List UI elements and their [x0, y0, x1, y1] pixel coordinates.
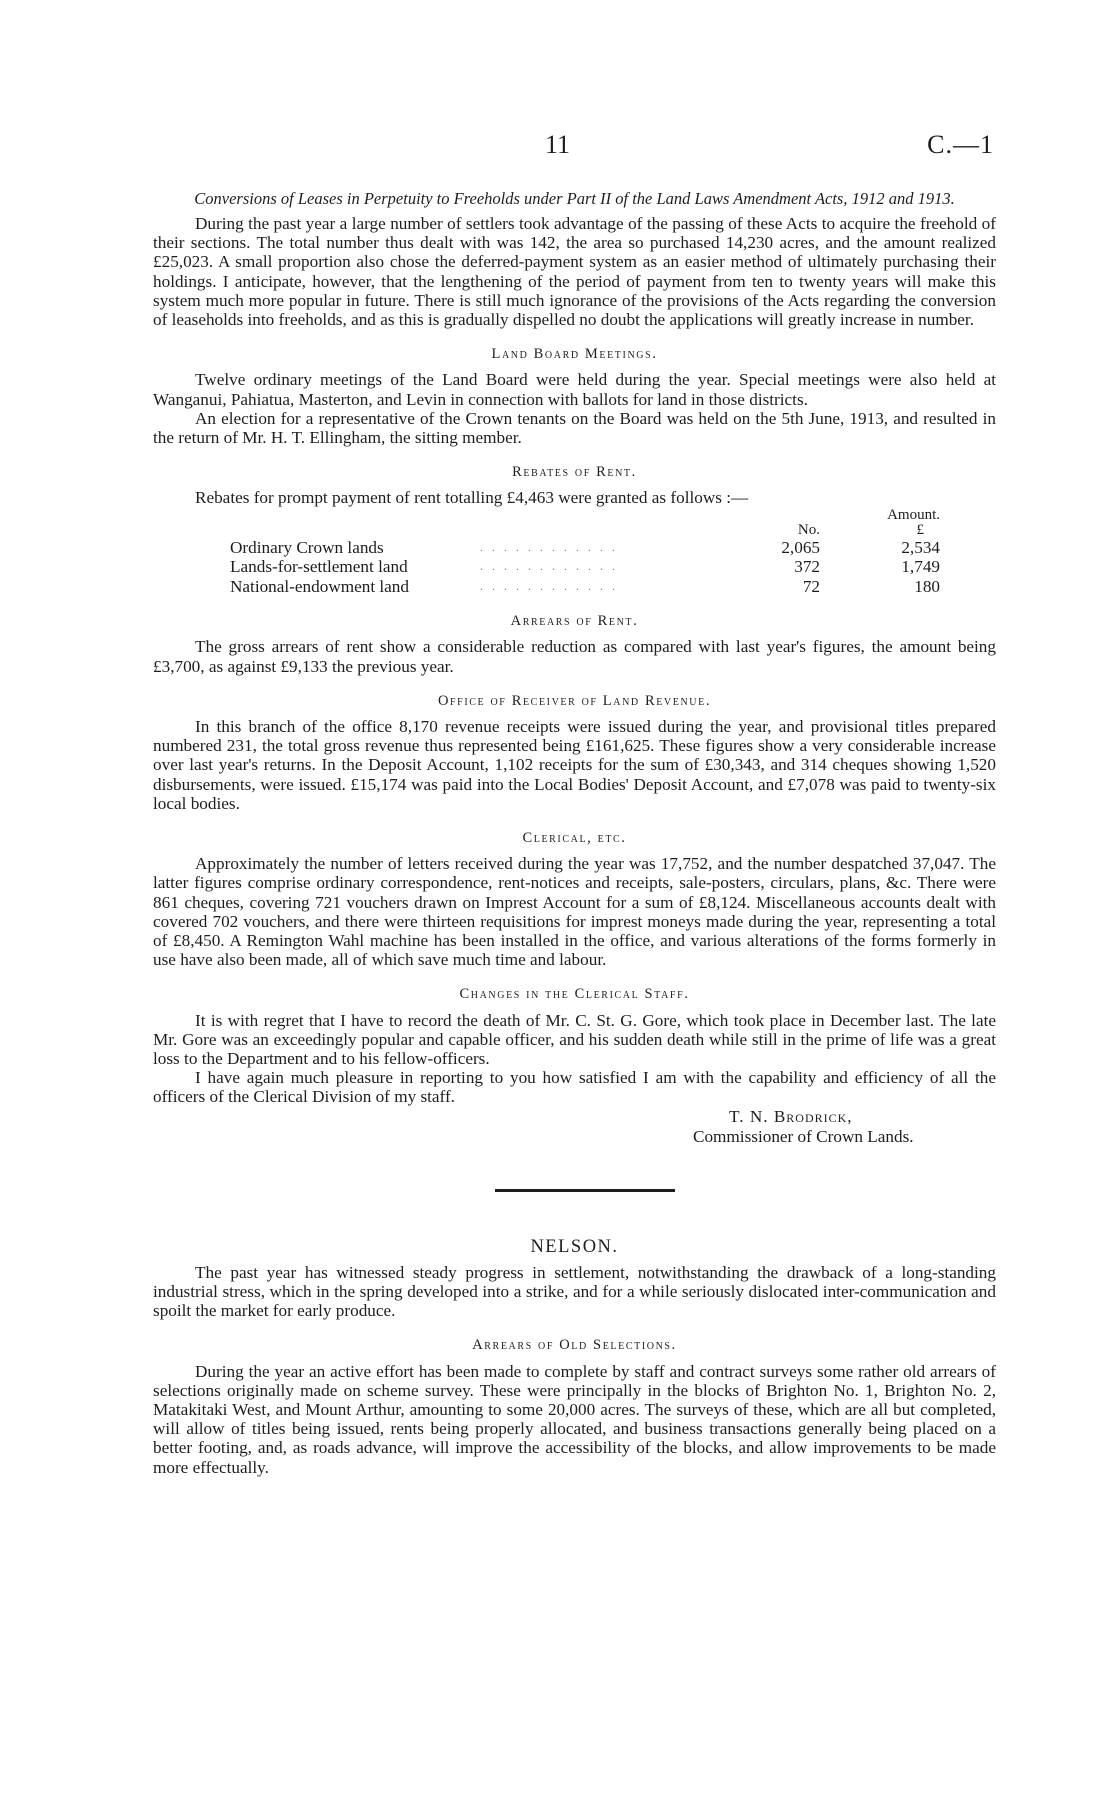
rebates-intro: Rebates for prompt payment of rent totalling £4,463 were granted as follows :— [195, 488, 749, 508]
rebate-row-name: Ordinary Crown lands [230, 537, 384, 557]
land-board-paragraph-2: An election for a representative of the Crown tenants on the Board was held on the 5th June, 1913, and resulted in the return of Mr. H. T. Ellingham, the sitting member. [153, 408, 996, 448]
arrears-title: Arrears of Rent. [510, 613, 639, 630]
signature-block [693, 1107, 996, 1147]
rebate-row-no: 372 [794, 557, 820, 577]
arrears-paragraph: The gross arrears of rent show a considerable reduction as compared with last year's figures, the amount being £3,700, as against £9,133 the previous year. [153, 637, 996, 676]
rebate-row-amount: 1,749 [901, 557, 940, 577]
rebate-row-no: 72 [802, 576, 820, 596]
rebate-row-no: 2,065 [781, 537, 820, 557]
clerical-title: Clerical, etc. [522, 829, 627, 846]
land-board-title: Land Board Meetings. [491, 346, 658, 363]
rebate-row-amount: 2,534 [901, 537, 940, 557]
rebate-row-amount: 180 [914, 576, 940, 596]
rebates-title: Rebates of Rent. [512, 464, 637, 481]
rebates-table-header [230, 508, 940, 538]
page-number: 11 [545, 130, 571, 159]
rebate-row-name: Lands-for-settlement land [230, 557, 408, 577]
table-row [230, 538, 940, 558]
signature-title: Commissioner of Crown Lands. [693, 1126, 914, 1146]
receiver-paragraph: In this branch of the office 8,170 revenue receipts were issued during the year, and provisional titles prepared numbered 231, the total gross revenue thus represented being £161,625. These figures show a very considerable increase over last year's returns. In the Deposit Account, 1,102 receipts for the sum of £30,343, and 314 cheques showing 1,520 disbursements, were issued. £15,174 was paid into the Local Bodies' Deposit Account, and £7,078 was paid to twenty-six local bodies. [153, 716, 996, 813]
leader-dots: . . . . . . . . . . . . [480, 559, 618, 574]
document-reference: C.—1 [927, 130, 994, 159]
table-row [230, 577, 940, 597]
old-selections-title: Arrears of Old Selections. [472, 1337, 677, 1354]
rebates-col-amount: Amount. [887, 506, 940, 523]
rebates-col-no: No. [797, 521, 820, 538]
rebates-col-amount-unit: £ [916, 521, 924, 538]
page-body [153, 189, 996, 1477]
signature-name: T. N. Brodrick, [729, 1106, 853, 1126]
old-selections-paragraph: During the year an active effort has been made to complete by staff and contract surveys some rather old arrears of selections originally made on scheme survey. These were principally in the blocks of Brighton No. 1, Brighton No. 2, Matakitaki West, and Mount Arthur, amounting to some 20,000 acres. The surveys of these, which are all but completed, will allow of titles being issued, rents being properly allocated, and business transactions generally being placed on a better footing, and, as roads advance, will improve the accessibility of the blocks, and allow improvements to be made more effectually. [153, 1361, 996, 1477]
land-board-paragraph-1: Twelve ordinary meetings of the Land Board were held during the year. Special meetings were also held at Wanganui, Pahiatua, Masterton, and Levin in connection with ballots for land in those districts. [153, 370, 996, 409]
conversions-paragraph: During the past year a large number of settlers took advantage of the passing of these Acts to acquire the freehold of their sections. The total number thus dealt with was 142, the area so purchased 14,230 acres, and the amount realized £25,023. A small proportion also chose the deferred-payment system as an easier method of ultimately purchasing their holdings. I anticipate, however, that the lengthening of the period of payment from ten to twenty years will make this system much more popular in future. There is still much ignorance of the provisions of the Acts regarding the conversion of leaseholds into freeholds, and as this is gradually dispelled no doubt the applications will greatly increase in number. [153, 214, 996, 330]
leader-dots: . . . . . . . . . . . . [480, 578, 618, 593]
table-row [230, 557, 940, 577]
page-header [0, 130, 1114, 170]
rebates-table [230, 508, 940, 597]
staff-title: Changes in the Clerical Staff. [459, 986, 690, 1003]
clerical-paragraph: Approximately the number of letters received during the year was 17,752, and the number despatched 37,047. The latter figures comprise ordinary correspondence, rent-notices and receipts, sale-posters, circulars, plans, &c. There were 861 cheques, covering 721 vouchers drawn on Imprest Account for a sum of £8,124. Miscellaneous accounts dealt with covered 702 vouchers, and there were thirteen requisitions for imprest moneys made during the year, representing a total of £8,450. A Remington Wahl machine has been installed in the office, and various alterations of the forms formerly in use have also been made, all of which save much time and labour. [153, 854, 996, 970]
section-divider [495, 1189, 675, 1192]
nelson-intro: The past year has witnessed steady progress in settlement, notwithstanding the drawback of a long-standing industrial stress, which in the spring developed into a strike, and for a while seriously dislocated inter-communication and spoilt the market for early produce. [153, 1262, 996, 1321]
conversions-title: Conversions of Leases in Perpetuity to Freeholds under Part II of the Land Laws Amendment Acts, 1912 and 1913. [194, 189, 955, 208]
rebate-row-name: National-endowment land [230, 576, 409, 596]
leader-dots: . . . . . . . . . . . . [480, 539, 618, 554]
staff-paragraph-1: It is with regret that I have to record the death of Mr. C. St. G. Gore, which took place in December last. The late Mr. Gore was an exceedingly popular and capable officer, and his sudden death while still in the prime of life was a great loss to the Department and to his fellow-officers. [153, 1010, 996, 1068]
receiver-title: Office of Receiver of Land Revenue. [437, 692, 712, 709]
nelson-title: NELSON. [530, 1236, 619, 1257]
staff-paragraph-2: I have again much pleasure in reporting to you how satisfied I am with the capability and efficiency of all the officers of the Clerical Division of my staff. [153, 1068, 996, 1107]
